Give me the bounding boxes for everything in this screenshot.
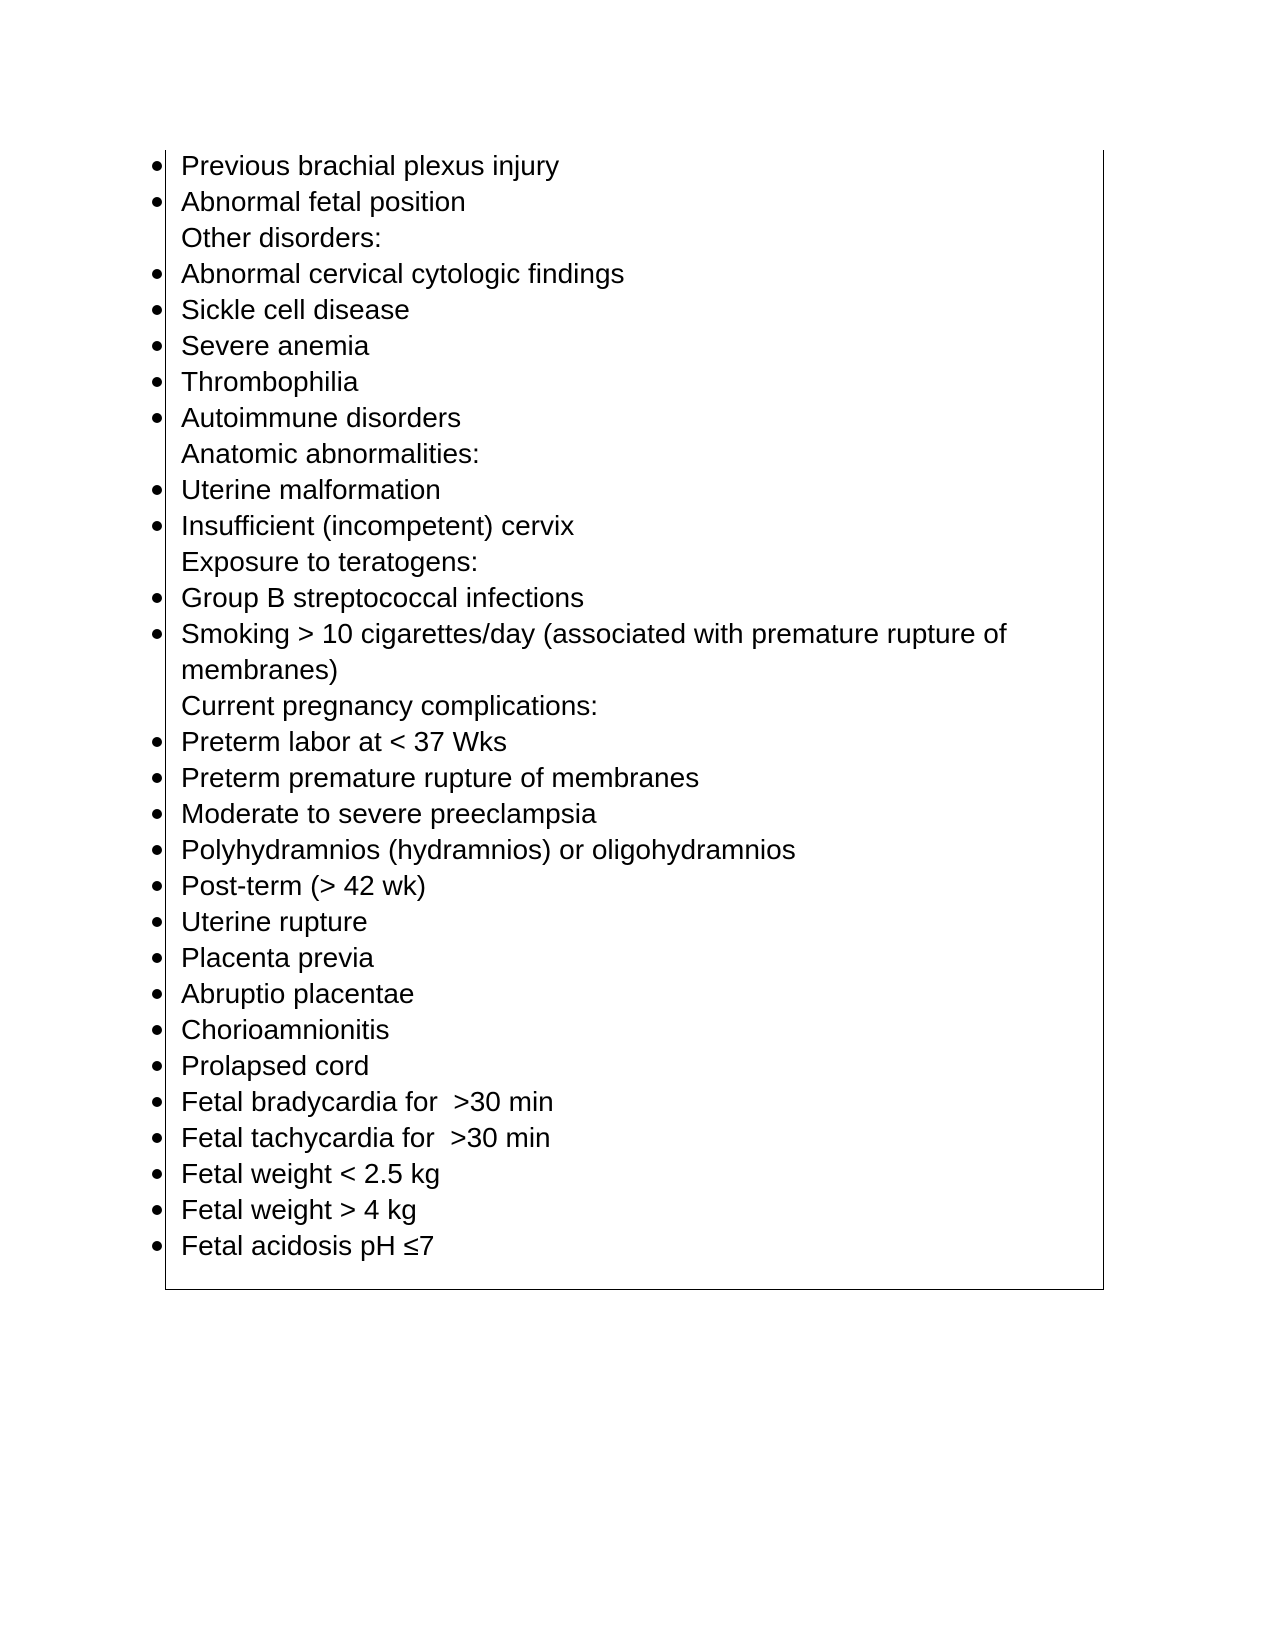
list-item-text: Uterine malformation — [181, 474, 441, 505]
list-item-text: Preterm labor at < 37 Wks — [181, 726, 508, 757]
list-item — [181, 400, 1081, 436]
list-item — [181, 868, 1081, 904]
bullet-icon — [152, 593, 162, 603]
list-item — [181, 292, 1081, 328]
list-item — [181, 724, 1081, 760]
list-item-text: Fetal tachycardia for >30 min — [181, 1122, 551, 1153]
section-heading — [181, 436, 1081, 472]
list-item-text: Autoimmune disorders — [181, 402, 462, 433]
bullet-icon — [152, 1097, 162, 1107]
list-item-text: Abnormal cervical cytologic findings — [181, 258, 625, 289]
bullet-icon — [152, 1169, 162, 1179]
bullet-icon — [152, 989, 162, 999]
list-item — [181, 940, 1081, 976]
bullet-icon — [152, 197, 162, 207]
list-item-text: Placenta previa — [181, 942, 375, 973]
section-heading-text: Other disorders: — [181, 222, 382, 253]
bullet-icon — [152, 809, 162, 819]
list-item-text: Abruptio placentae — [181, 978, 415, 1009]
list-item-text: Uterine rupture — [181, 906, 368, 937]
list-item — [181, 472, 1081, 508]
list-item-text: Moderate to severe preeclampsia — [181, 798, 597, 829]
bullet-icon — [152, 1205, 162, 1215]
section-heading — [181, 220, 1081, 256]
bullet-icon — [152, 521, 162, 531]
bullet-icon — [152, 341, 162, 351]
list-item-text: Polyhydramnios (hydramnios) or oligohydramnios — [181, 834, 796, 865]
list-item — [181, 832, 1081, 868]
bullet-icon — [152, 953, 162, 963]
list-item-text: Sickle cell disease — [181, 294, 410, 325]
list-item — [181, 616, 1081, 688]
bullet-icon — [152, 1133, 162, 1143]
bullet-icon — [152, 629, 162, 639]
bullet-icon — [152, 377, 162, 387]
list-item-text: Fetal weight > 4 kg — [181, 1194, 417, 1225]
list-item-text: Prolapsed cord — [181, 1050, 370, 1081]
list-item-text: Insufficient (incompetent) cervix — [181, 510, 575, 541]
list-item — [181, 1084, 1081, 1120]
list-item — [181, 976, 1081, 1012]
section-heading-text: Anatomic abnormalities: — [181, 438, 480, 469]
bullet-icon — [152, 773, 162, 783]
bullet-icon — [152, 161, 162, 171]
section-heading-text: Current pregnancy complications: — [181, 690, 599, 721]
list-item — [181, 1120, 1081, 1156]
list-item-text: Group B streptococcal infections — [181, 582, 585, 613]
section-heading — [181, 688, 1081, 724]
list-item — [181, 148, 1081, 184]
list-item — [181, 796, 1081, 832]
bullet-icon — [152, 305, 162, 315]
list-item — [181, 904, 1081, 940]
list-item-text: Abnormal fetal position — [181, 186, 466, 217]
bullet-icon — [152, 845, 162, 855]
list-item — [181, 364, 1081, 400]
list-item-text: Severe anemia — [181, 330, 370, 361]
bullet-icon — [152, 1241, 162, 1251]
list-item-text: Smoking > 10 cigarettes/day (associated with premature rupture of membranes) — [181, 618, 1007, 685]
list-item-text: Post-term (> 42 wk) — [181, 870, 427, 901]
bullet-icon — [152, 269, 162, 279]
list-item-text: Fetal bradycardia for >30 min — [181, 1086, 554, 1117]
bullet-icon — [152, 737, 162, 747]
bullet-icon — [152, 1061, 162, 1071]
bullet-icon — [152, 413, 162, 423]
bullet-icon — [152, 1025, 162, 1035]
list-item-text: Chorioamnionitis — [181, 1014, 390, 1045]
list-item — [181, 1156, 1081, 1192]
section-heading — [181, 544, 1081, 580]
list-item — [181, 1012, 1081, 1048]
list-item-text: Fetal acidosis pH ≤7 — [181, 1230, 435, 1261]
list-item — [181, 760, 1081, 796]
list-item — [181, 328, 1081, 364]
list-item — [181, 508, 1081, 544]
list-item — [181, 184, 1081, 220]
bullet-icon — [152, 485, 162, 495]
list-item-text: Previous brachial plexus injury — [181, 150, 560, 181]
bullet-icon — [152, 881, 162, 891]
list-item — [181, 256, 1081, 292]
list-item-text: Fetal weight < 2.5 kg — [181, 1158, 441, 1189]
list-item — [181, 580, 1081, 616]
list-item-text: Preterm premature rupture of membranes — [181, 762, 700, 793]
list-item — [181, 1048, 1081, 1084]
list-item — [181, 1192, 1081, 1228]
section-heading-text: Exposure to teratogens: — [181, 546, 479, 577]
list-item — [181, 1228, 1081, 1264]
bullet-icon — [152, 917, 162, 927]
list-item-text: Thrombophilia — [181, 366, 359, 397]
